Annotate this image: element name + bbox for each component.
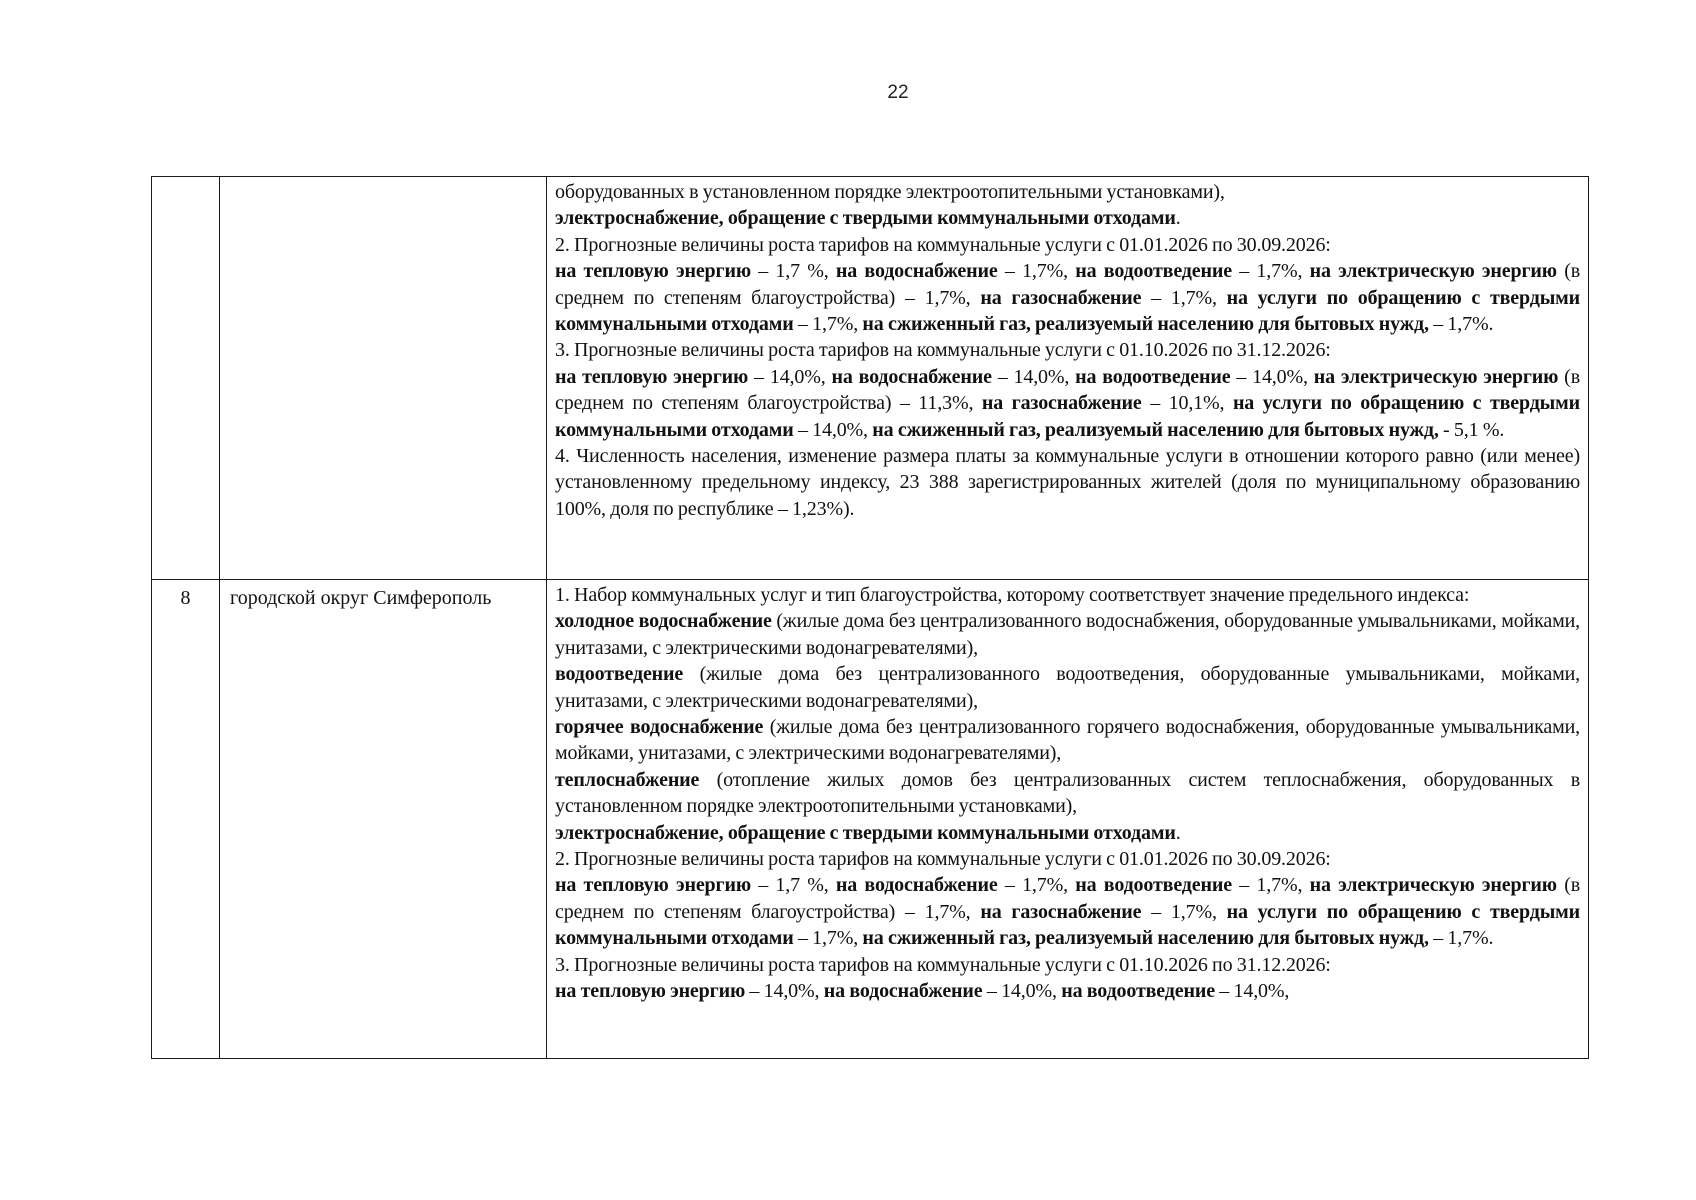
service-heating: теплоснабжение (отопление жилых домов без централизованных систем теплоснабжения, оборудованных в установленном порядке электроотопительными установками),	[555, 768, 1580, 818]
forecast-header-3: 3. Прогнозные величины роста тарифов на коммунальные услуги с 01.10.2026 по 31.12.2026:	[555, 953, 1331, 976]
description-cell	[547, 177, 1589, 580]
services-bold-line: электроснабжение, обращение с твердыми коммунальными отходами.	[555, 821, 1181, 844]
forecast-values-3: на тепловую энергию – 14,0%, на водоснабжение – 14,0%, на водоотведение – 14,0%, на электрическую энергию (в среднем по степеням благоустройства) – 11,3%, на газоснабжение – 10,1%, на услуги по обращению с твердыми коммунальными отходами – 14,0%, на сжиженный газ, реализуемый населению для бытовых нужд, - 5,1 %.	[555, 365, 1580, 441]
forecast-header-2: 2. Прогнозные величины роста тарифов на коммунальные услуги с 01.01.2026 по 30.09.2026:	[555, 848, 1331, 871]
table-row-8	[152, 580, 1589, 1059]
tariff-table	[151, 176, 1589, 1059]
forecast-values-3: на тепловую энергию – 14,0%, на водоснабжение – 14,0%, на водоотведение – 14,0%,	[555, 980, 1290, 1003]
municipality-name-cell	[220, 177, 547, 580]
service-cold-water: холодное водоснабжение (жилые дома без централизованного водоснабжения, оборудованные умывальниками, мойками, унитазами, с электрическими водонагревателями),	[555, 610, 1581, 659]
forecast-values-2: на тепловую энергию – 1,7 %, на водоснабжение – 1,7%, на водоотведение – 1,7%, на электрическую энергию (в среднем по степеням благоустройства) – 1,7%, на газоснабжение – 1,7%, на услуги по обращению с твердыми коммунальными отходами – 1,7%, на сжиженный газ, реализуемый населению для бытовых нужд, – 1,7%.	[555, 260, 1581, 336]
population-paragraph: 4. Численность населения, изменение размера платы за коммунальные услуги в отношении которого равно (или менее) установленному предельному индексу, 23 388 зарегистрированных жителей (доля по муниципальному образованию 100%, доля по республике – 1,23%).	[555, 445, 1580, 520]
row-number-cell	[152, 177, 220, 580]
services-bold-line: электроснабжение, обращение с твердыми коммунальными отходами.	[555, 207, 1181, 230]
forecast-header-2: 2. Прогнозные величины роста тарифов на коммунальные услуги с 01.01.2026 по 30.09.2026:	[555, 233, 1331, 256]
text-line: оборудованных в установленном порядке электроотопительными установками),	[555, 181, 1225, 203]
service-hot-water: горячее водоснабжение (жилые дома без централизованного горячего водоснабжения, оборудованные умывальниками, мойками, унитазами, с электрическими водонагревателями),	[555, 716, 1580, 765]
service-drainage: водоотведение (жилые дома без централизованного водоотведения, оборудованные умывальниками, мойками, унитазами, с электрическими водонагревателями),	[555, 663, 1580, 712]
page-number: 22	[887, 82, 909, 103]
description-cell	[547, 580, 1589, 1059]
table-row-continuation	[152, 177, 1589, 580]
municipality-name-cell: городской округ Симферополь	[220, 580, 547, 1059]
row-number-cell: 8	[152, 580, 220, 1059]
services-set-header: 1. Набор коммунальных услуг и тип благоустройства, которому соответствует значение предельного индекса:	[555, 584, 1470, 606]
forecast-values-2: на тепловую энергию – 1,7 %, на водоснабжение – 1,7%, на водоотведение – 1,7%, на электрическую энергию (в среднем по степеням благоустройства) – 1,7%, на газоснабжение – 1,7%, на услуги по обращению с твердыми коммунальными отходами – 1,7%, на сжиженный газ, реализуемый населению для бытовых нужд, – 1,7%.	[555, 874, 1581, 950]
forecast-header-3: 3. Прогнозные величины роста тарифов на коммунальные услуги с 01.10.2026 по 31.12.2026:	[555, 339, 1331, 362]
